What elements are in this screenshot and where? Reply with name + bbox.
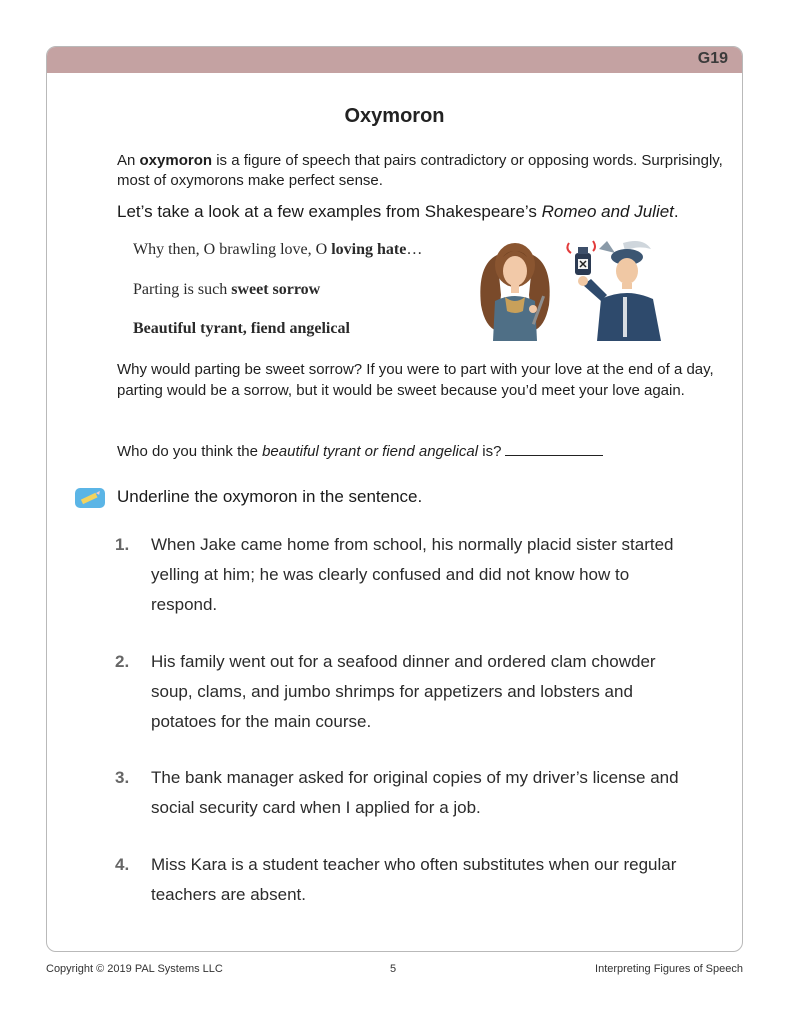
instruction-heading: Underline the oxymoron in the sentence. (117, 487, 423, 506)
intro-paragraph: An oxymoron is a figure of speech that pairs contradictory or opposing words. Surprisingly, most of oxymorons make perfect sense. (117, 152, 723, 189)
term-oxymoron: oxymoron (139, 152, 213, 169)
footer-page-number: 5 (390, 963, 397, 975)
lead-sentence: Let’s take a look at a few examples from Shakespeare’s Romeo and Juliet. (117, 202, 679, 221)
header-band (47, 47, 742, 73)
quote-3: Beautiful tyrant, fiend angelical (133, 320, 350, 337)
footer-copyright: Copyright © 2019 PAL Systems LLC (46, 963, 223, 975)
romeo-juliet-illustration (467, 235, 687, 341)
explanation-paragraph: Why would parting be sweet sorrow? If you were to part with your love at the end of a day, parting would be a sorrow, but it would be sweet because you’d meet your love again. (117, 361, 714, 399)
quote-1: Why then, O brawling love, O loving hate… (133, 241, 423, 258)
juliet-figure (480, 243, 549, 341)
page-title: Oxymoron (344, 105, 445, 127)
answer-blank[interactable] (505, 441, 603, 456)
question-line: Who do you think the beautiful tyrant or fiend angelical is? (117, 441, 737, 462)
quote-2: Parting is such sweet sorrow (133, 281, 321, 298)
page-code: G19 (697, 50, 728, 67)
footer-book-title: Interpreting Figures of Speech (595, 963, 743, 975)
worksheet-card: G19 Oxymoron An oxymoron is a figure of speech that pairs contradictory or opposing words. Surprisingly, most of oxymorons make perfect sense. Let’s take a look at a few examples from Shakespeare’s Romeo and Juliet. Why then, O brawling love, O loving hate… Parting is such sweet sorrow Beautiful tyrant, fiend angelical Why would parting be sweet sorrow? If you were to part with your love at the end of a day, parting would be a sorrow, but it would be sweet because you’d meet your love again. Who do you think the beautiful tyrant or fiend angelical is? Underline the oxymoron in the sentence. 1. When Jake came home from school, his normally placid sister started yelling at him; he was clearly confused and did not know how to respond. 2. His family went out for a seafood dinner and ordered clam chowder soup, clams, and jumbo shrimps for appetizers and lobsters and potatoes for the main course. 3. The bank manager asked for original copies of my driver’s license and social security card when I applied for a job. 4. Miss Kara is a student teacher who often substitutes when our regular teachers are absent. (46, 46, 743, 952)
romeo-figure (567, 241, 661, 341)
pencil-icon (75, 488, 105, 508)
work-title: Romeo and Juliet (541, 202, 674, 221)
